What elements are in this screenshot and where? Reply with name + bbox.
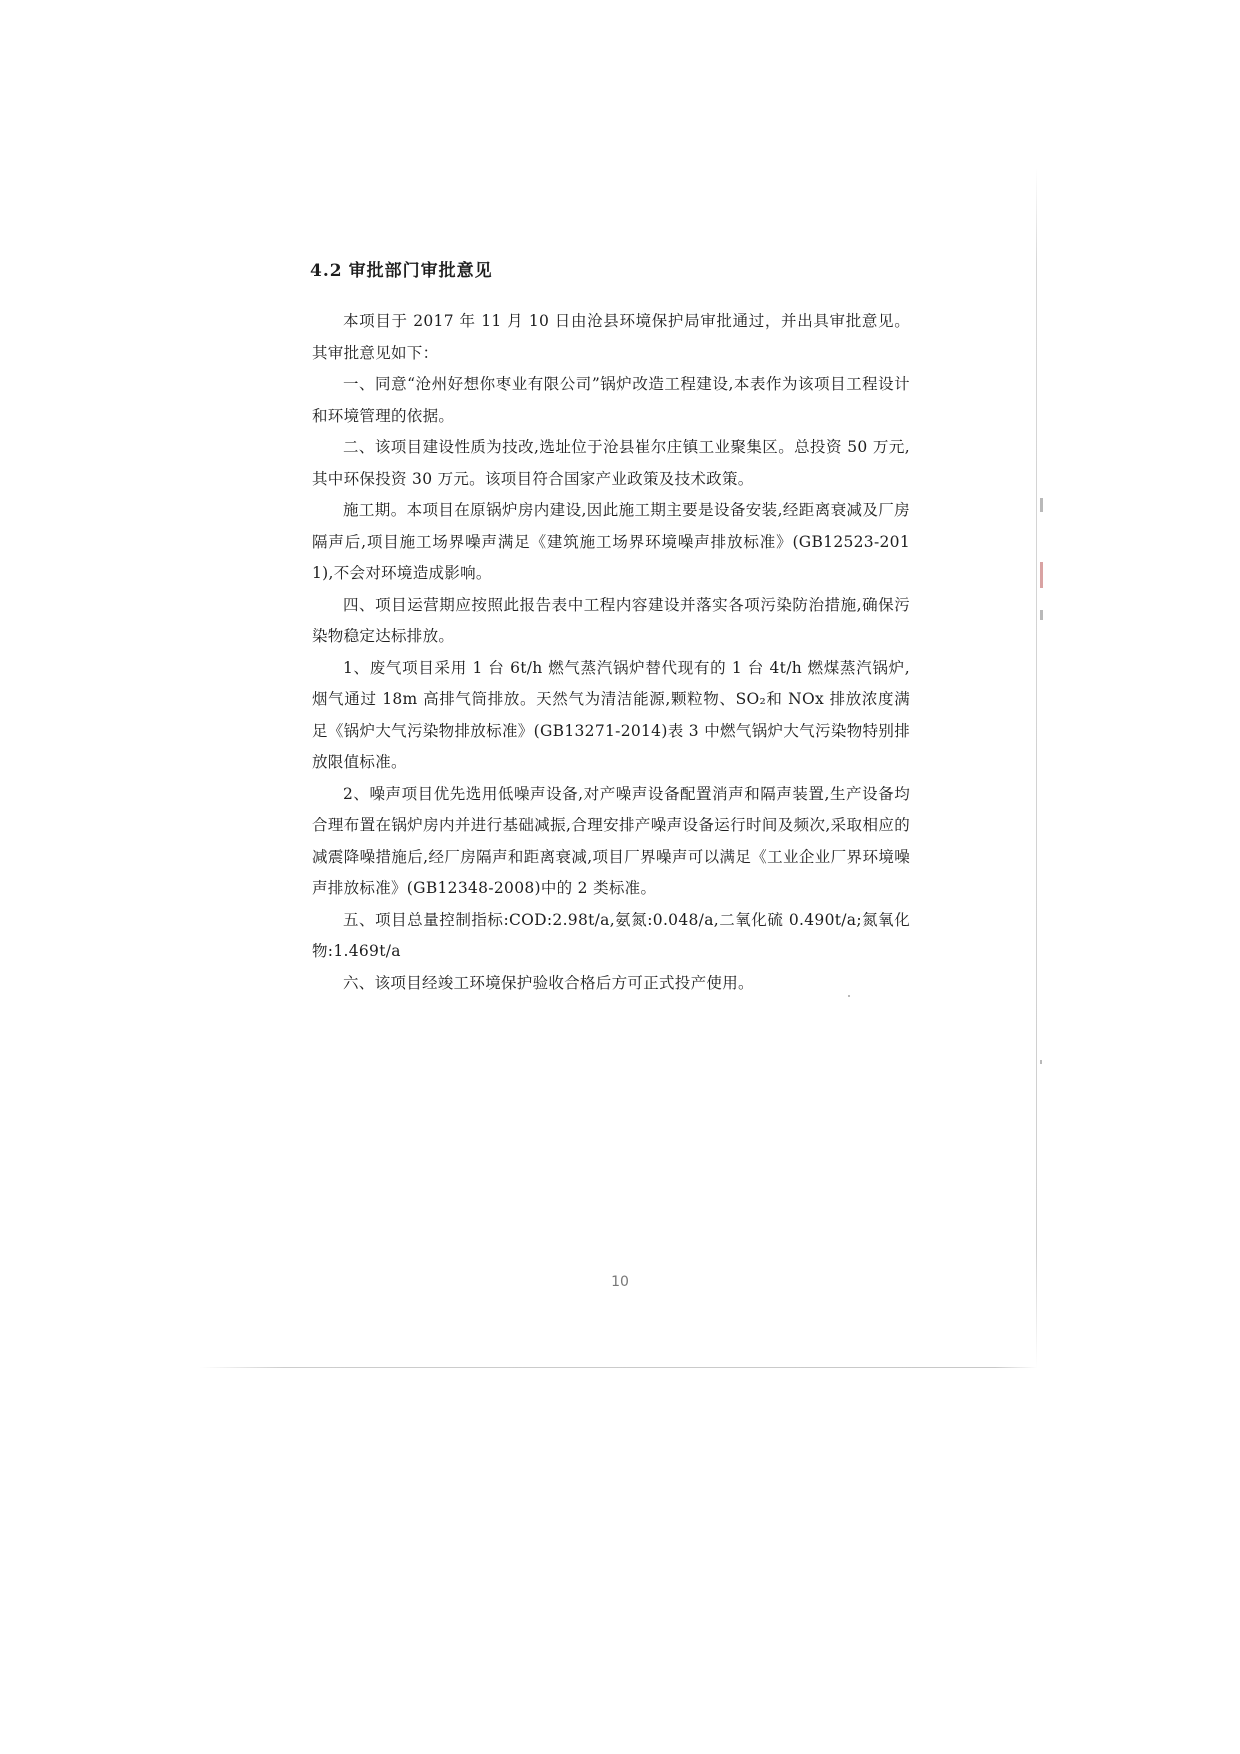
paragraph-item-5: 五、项目总量控制指标:COD:2.98t/a,氨氮:0.048/a,二氧化硫 0.490t/a;氮氧化物:1.469t/a: [312, 910, 910, 960]
paragraph-exhaust: 1、废气项目采用 1 台 6t/h 燃气蒸汽锅炉替代现有的 1 台 4t/h 燃煤蒸汽锅炉,烟气通过 18m 高排气筒排放。天然气为清洁能源,颗粒物、SO₂和 NOx 排放浓度满足《锅炉大气污染物排放标准》(GB13271-2014)表 3 中燃气锅炉大气污染物特别排放限值标准。: [312, 658, 910, 771]
paragraph-item-4: 四、项目运营期应按照此报告表中工程内容建设并落实各项污染防治措施,确保污染物稳定达标排放。: [312, 595, 910, 645]
paragraph-item-6: 六、该项目经竣工环境保护验收合格后方可正式投产使用。: [343, 973, 754, 992]
section-heading: [310, 258, 910, 284]
scan-mark: [1040, 610, 1043, 620]
paragraph-construction: 施工期。本项目在原锅炉房内建设,因此施工期主要是设备安装,经距离衰减及厂房隔声后,项目施工场界噪声满足《建筑施工场界环境噪声排放标准》(GB12523-2011),不会对环境造成影响。: [312, 501, 910, 582]
scan-mark: [1040, 498, 1043, 512]
document-body: [312, 258, 910, 999]
page-number: 10: [611, 1274, 629, 1290]
scan-edge-right: [1036, 168, 1037, 1368]
scan-edge-bottom: [200, 1367, 1037, 1368]
scan-mark-red: [1040, 562, 1043, 588]
paragraph-item-1: 一、同意“沧州好想你枣业有限公司”锅炉改造工程建设,本表作为该项目工程设计和环境管理的依据。: [312, 375, 910, 425]
paragraph-intro: 本项目于 2017 年 11 月 10 日由沧县环境保护局审批通过，并出具审批意见。其审批意见如下：: [312, 312, 910, 362]
paragraph-item-2: 二、该项目建设性质为技改,选址位于沧县崔尔庄镇工业聚集区。总投资 50 万元,其中环保投资 30 万元。该项目符合国家产业政策及技术政策。: [312, 438, 910, 488]
paragraph-noise: 2、噪声项目优先选用低噪声设备,对产噪声设备配置消声和隔声装置,生产设备均合理布置在锅炉房内并进行基础减振,合理安排产噪声设备运行时间及频次,采取相应的减震降噪措施后,经厂房隔声和距离衰减,项目厂界噪声可以满足《工业企业厂界环境噪声排放标准》(GB12348-2008)中的 2 类标准。: [312, 784, 910, 897]
section-number: 4.2: [310, 261, 343, 281]
scan-mark: [1040, 1060, 1042, 1064]
section-title: 审批部门审批意见: [348, 261, 493, 281]
